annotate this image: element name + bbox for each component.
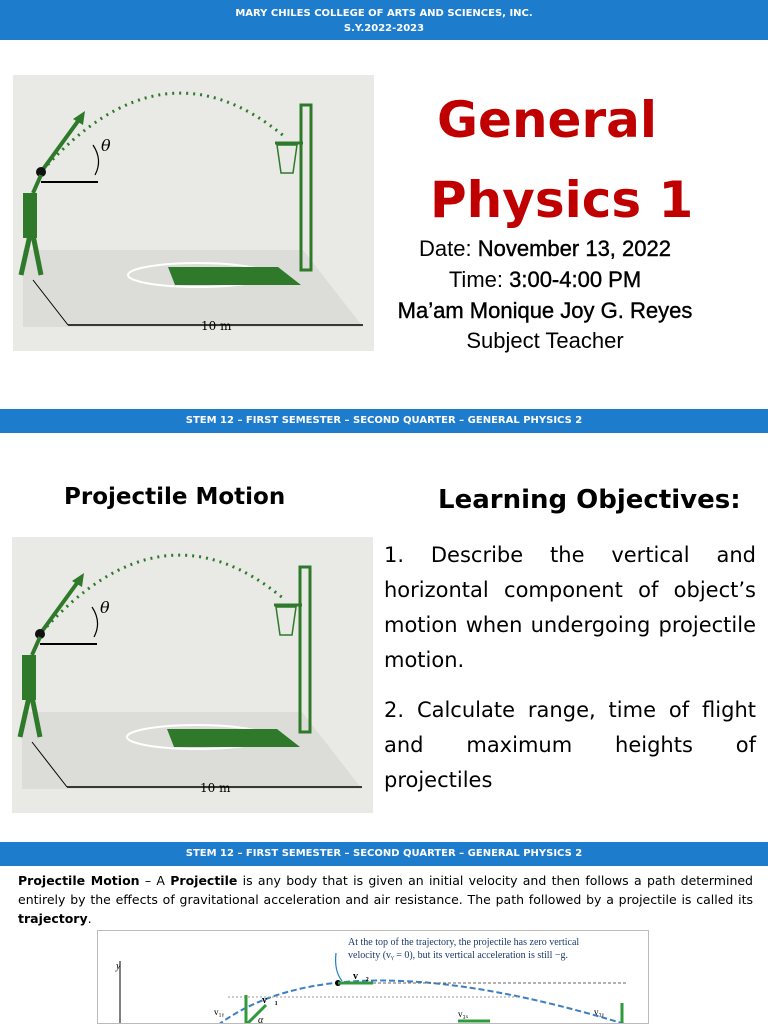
distance-label: 10 m — [201, 319, 232, 333]
date-line: Date: November 13, 2022 — [419, 236, 671, 261]
learning-objectives-heading: Learning Objectives: — [438, 485, 741, 515]
title-general: General — [437, 91, 657, 149]
v3x-label: v₃ₓ — [458, 1009, 469, 1019]
trajectory-path — [42, 555, 284, 632]
velocity-arrow — [40, 579, 80, 634]
trajectory-svg — [98, 931, 649, 1024]
v2-label: v⃗₂ — [353, 971, 369, 982]
hoop-pole — [300, 567, 310, 732]
v3y-label: v₃ᵧ — [594, 1007, 605, 1017]
angle-arc — [93, 145, 99, 175]
projectile-illustration — [13, 75, 374, 351]
hoop-net — [277, 145, 297, 173]
basketball-figure-2 — [12, 537, 373, 813]
definition-paragraph: Projectile Motion – A Projectile is any body that is given an initial velocity and then follows a path determined entirely by the effects of gravitational acceleration and air resistance. The path followed by a projectile is called its trajectory. — [18, 873, 753, 926]
alpha-label: α — [258, 1015, 264, 1024]
projectile-motion-heading: Projectile Motion — [64, 484, 286, 510]
title-physics-1: Physics 1 — [430, 171, 694, 229]
header-band — [0, 0, 768, 40]
distance-label: 10 m — [200, 781, 231, 795]
court-key — [168, 267, 301, 285]
court-key — [167, 729, 300, 747]
caption-line-1: At the top of the trajectory, the projectile has zero vertical — [348, 937, 580, 948]
v1y-label: v₁ᵧ — [214, 1007, 225, 1017]
velocity-arrow — [41, 117, 81, 172]
section-band-1: STEM 12 – FIRST SEMESTER – SECOND QUARTER – GENERAL PHYSICS 2 — [0, 409, 768, 433]
school-year: S.Y.2022-2023 — [343, 23, 425, 34]
teacher-name: Ma’am Monique Joy G. Reyes — [397, 298, 693, 323]
hoop-pole — [301, 105, 311, 270]
objective-1: 1. Describe the vertical and horizontal component of object’s motion when undergoing projectile motion. — [384, 543, 756, 672]
basketball-figure-1 — [13, 75, 374, 351]
school-name: MARY CHILES COLLEGE OF ARTS AND SCIENCES, INC. — [235, 8, 533, 19]
trajectory-path — [43, 93, 285, 170]
trajectory-diagram — [97, 930, 649, 1024]
y-axis-label: y — [116, 961, 121, 972]
caption-line-2: velocity (vᵧ = 0), but its vertical acceleration is still −g. — [348, 950, 568, 961]
angle-label: θ — [101, 136, 111, 155]
section-band-2: STEM 12 – FIRST SEMESTER – SECOND QUARTER – GENERAL PHYSICS 2 — [0, 842, 768, 866]
objective-2: 2. Calculate range, time of flight and maximum heights of projectiles — [384, 698, 756, 792]
v1-label: v⃗₁ — [262, 995, 278, 1006]
hoop-net — [276, 607, 296, 635]
angle-label: θ — [100, 598, 110, 617]
time-line: Time: 3:00-4:00 PM — [448, 267, 642, 292]
projectile-illustration-2 — [12, 537, 373, 813]
trajectory-curve — [218, 981, 628, 1024]
teacher-role: Subject Teacher — [466, 328, 624, 353]
